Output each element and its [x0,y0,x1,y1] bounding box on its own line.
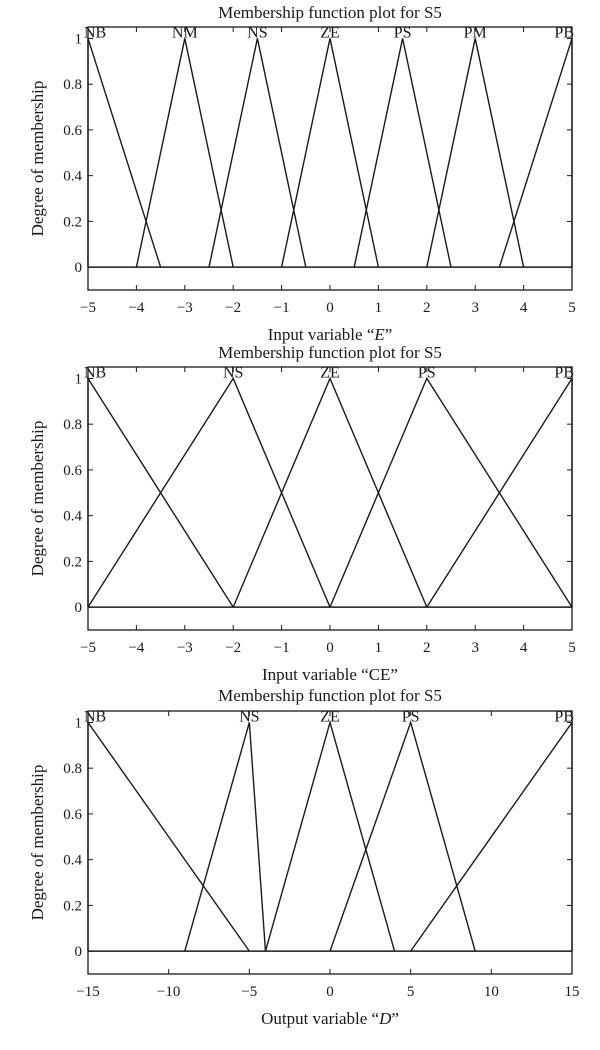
y-tick-label: 0.8 [63,417,82,434]
y-tick-label: 0.2 [63,214,82,231]
mf-label-pb: PB [554,24,574,42]
mf-label-ps: PS [417,364,436,382]
y-tick-label: 0.2 [63,898,82,915]
x-tick-label: −1 [273,640,290,656]
y-axis-label: Degree of membership [28,764,47,921]
y-tick-label: 0.8 [63,761,82,778]
axes-frame [88,711,572,974]
mf-label-nm: NM [171,24,198,42]
x-tick-label: −5 [80,640,96,656]
mf-label-ns: NS [222,364,244,382]
axes-frame [88,27,572,290]
y-axis-label: Degree of membership [28,80,47,237]
x-axis-label [262,665,398,684]
x-tick-label: −5 [80,300,96,316]
mf-label-nb: NB [84,364,107,382]
mf-line-nb [88,38,161,267]
x-tick-label: 0 [326,984,334,1000]
mf-line-ps [330,378,572,607]
x-tick-label: 5 [406,984,415,1000]
x-tick-label: 0 [326,300,334,316]
mf-label-pm: PM [463,24,487,42]
y-tick-label: 0 [74,944,82,961]
x-axis-label-variable: E [374,325,385,344]
mf-line-pb [411,722,572,951]
mf-line-ns [88,378,330,607]
chart-title: Membership function plot for S5 [218,686,442,705]
chart-3 [28,686,580,1028]
mf-line-ze [265,722,394,951]
mf-line-nm [136,38,233,267]
chart-1 [28,3,576,344]
mf-label-ps: PS [393,24,412,42]
x-tick-label: −3 [176,640,193,656]
mf-label-ze: ZE [320,364,340,382]
x-tick-label: −2 [225,640,242,656]
y-tick-label: 0.4 [63,508,82,525]
x-tick-label: 4 [519,300,528,316]
mf-label-pb: PB [554,364,574,382]
x-axis-label-prefix: Input variable “CE” [262,665,398,684]
mf-line-ps [330,722,475,951]
x-tick-label: 2 [423,300,431,316]
mf-line-ze [282,38,379,267]
chart-title: Membership function plot for S5 [218,3,442,22]
x-axis-label-variable: D [379,1009,392,1028]
y-tick-label: 0.4 [63,852,82,869]
x-tick-label: 2 [423,640,431,656]
chart-2 [28,343,576,684]
mf-label-nb: NB [84,708,107,726]
mf-label-ze: ZE [320,708,340,726]
y-tick-label: 1 [74,31,82,48]
x-axis-label [261,1009,399,1028]
x-tick-label: 0 [326,640,334,656]
mf-line-pb [499,38,572,267]
mf-line-pm [427,38,524,267]
x-tick-label: −10 [156,984,181,1000]
mf-label-ns: NS [239,708,260,726]
y-tick-label: 1 [74,715,82,732]
mf-label-ze: ZE [320,24,340,42]
mf-label-pb: PB [554,708,574,726]
y-tick-label: 0.6 [63,806,82,823]
x-tick-label: 5 [568,300,576,316]
x-tick-label: 4 [519,640,528,656]
x-tick-label: 3 [471,640,479,656]
x-tick-label: −4 [128,300,145,316]
x-tick-label: −4 [128,640,145,656]
x-tick-label: −15 [76,984,100,1000]
x-tick-label: −3 [176,300,193,316]
x-axis-label [268,325,393,344]
x-tick-label: −5 [241,984,258,1000]
y-tick-label: 0.4 [63,168,82,185]
x-tick-label: −1 [273,300,290,316]
x-tick-label: 1 [374,640,383,656]
x-tick-label: 3 [471,300,479,316]
x-tick-label: 1 [374,300,383,316]
y-tick-label: 0 [74,600,82,617]
x-axis-label-prefix: Output variable “ [261,1009,380,1028]
mf-line-nb [88,722,249,951]
mf-label-nb: NB [84,24,107,42]
x-axis-label-suffix: ” [384,325,393,344]
y-tick-label: 0.2 [63,554,82,571]
y-tick-label: 1 [74,371,82,388]
y-tick-label: 0.6 [63,462,82,479]
x-axis-label-prefix: Input variable “ [267,325,375,344]
y-tick-label: 0.6 [63,122,82,139]
y-axis-label: Degree of membership [28,420,47,577]
x-tick-label: 10 [483,984,499,1000]
x-tick-label: −2 [225,300,242,316]
x-tick-label: 15 [564,984,580,1000]
mf-line-ps [354,38,451,267]
y-tick-label: 0 [74,260,82,277]
mf-label-ns: NS [247,24,268,42]
mf-label-ps: PS [401,708,420,726]
axes-frame [88,367,572,630]
chart-title: Membership function plot for S5 [218,343,442,362]
mf-line-ze [233,378,427,607]
x-axis-label-suffix: ” [391,1009,399,1028]
x-tick-label: 5 [568,640,576,656]
mf-line-ns [209,38,306,267]
y-tick-label: 0.8 [63,77,82,94]
